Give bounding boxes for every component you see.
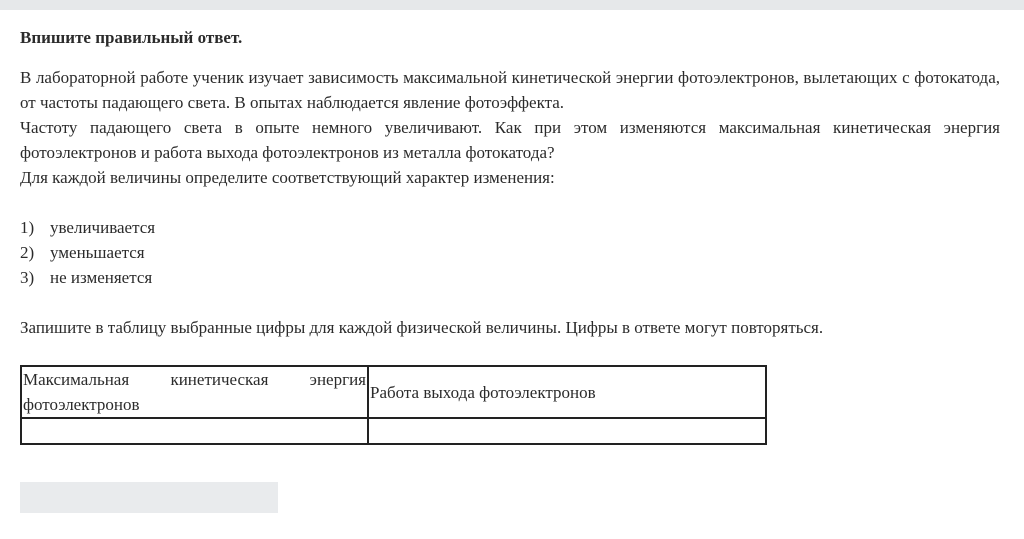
cell-work-function[interactable]	[368, 418, 766, 444]
header-kinetic-energy: Максимальная кинетическая энергия фотоэлектронов	[21, 366, 368, 418]
answer-table	[20, 365, 767, 445]
question-text	[20, 65, 1000, 190]
option-item	[20, 240, 155, 265]
option-text: увеличивается	[50, 218, 156, 237]
question-paragraph: В лабораторной работе ученик изучает зависимость максимальной кинетической энергии фотоэлектронов, вылетающих с фотокатода, от частоты падающего света. В опытах наблюдается явление фотоэффекта.	[20, 68, 1000, 112]
option-number: 1)	[20, 218, 35, 237]
answer-input[interactable]	[20, 482, 278, 513]
option-number: 3)	[20, 268, 35, 287]
option-number: 2)	[20, 243, 35, 262]
instruction-text: Запишите в таблицу выбранные цифры для каждой физической величины. Цифры в ответе могут повторяться.	[20, 318, 824, 337]
option-item	[20, 215, 155, 240]
question-paragraph: Частоту падающего света в опыте немного увеличивают. Как при этом изменяются максимальная кинетическая энергия фотоэлектронов и работа выхода фотоэлектронов из металла фотокатода?	[20, 118, 1000, 162]
option-item	[20, 265, 155, 290]
cell-kinetic-energy[interactable]	[21, 418, 368, 444]
task-title: Впишите правильный ответ.	[20, 28, 243, 47]
option-text: не изменяется	[50, 268, 153, 287]
question-paragraph: Для каждой величины определите соответствующий характер изменения:	[20, 168, 555, 187]
header-work-function: Работа выхода фотоэлектронов	[368, 366, 766, 418]
table-header-row	[21, 366, 766, 418]
options-list	[20, 215, 155, 290]
table-input-row	[21, 418, 766, 444]
option-text: уменьшается	[50, 243, 145, 262]
top-bar	[0, 0, 1024, 10]
